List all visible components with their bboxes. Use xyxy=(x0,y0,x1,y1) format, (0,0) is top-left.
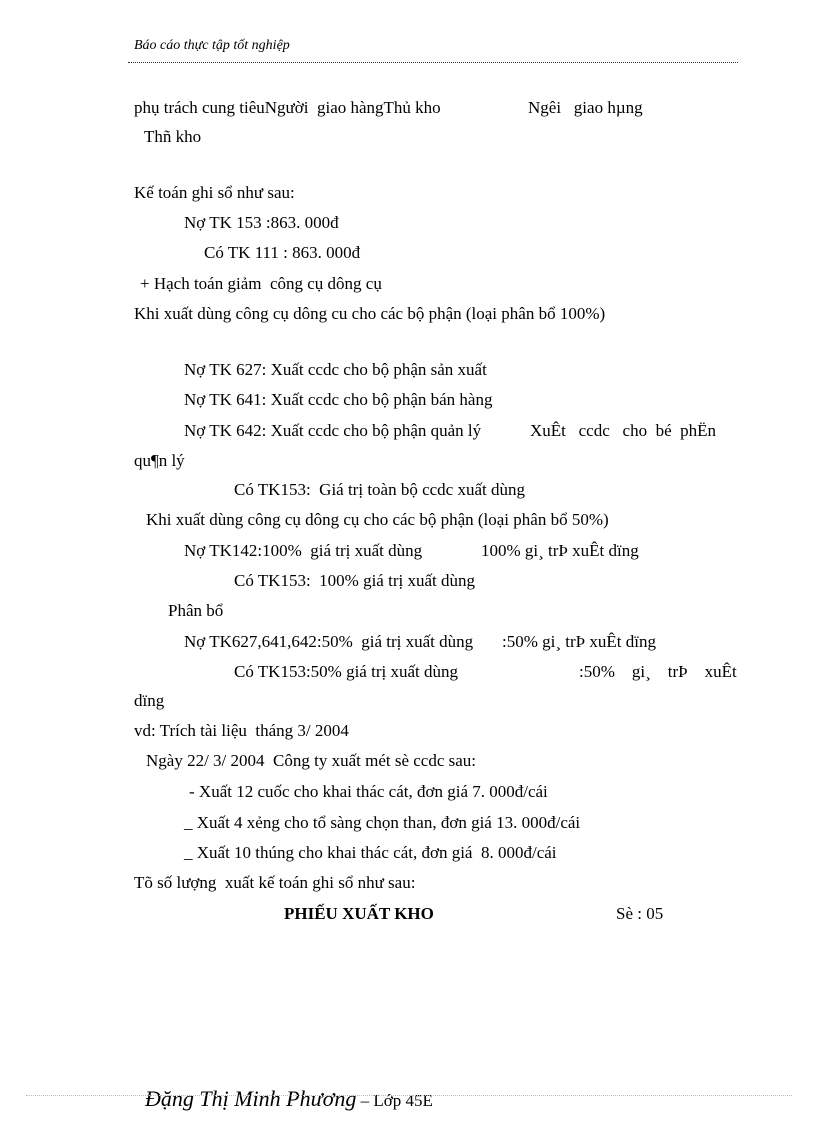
line-debit-642-garbled: XuÊt ccdc cho bé phËn xyxy=(530,421,716,440)
line-issue-date: Ngày 22/ 3/ 2004 Công ty xuất mét sè ccdc sau: xyxy=(146,751,477,770)
footer-divider xyxy=(26,1095,792,1096)
class-label: – Lớp 45E xyxy=(356,1091,433,1110)
line-reduction-heading: + Hạch toán giảm công cụ dông cụ xyxy=(140,274,382,293)
line-signers: phụ trách cung tiêuNgười giao hàngThủ kho xyxy=(134,98,441,117)
line-example-source: vd: Trích tài liệu tháng 3/ 2004 xyxy=(134,721,349,740)
line-debit-641: Nợ TK 641: Xuất ccdc cho bộ phận bán hàng xyxy=(184,390,493,409)
line-allocation-50: Khi xuất dùng công cụ dông cụ cho các bộ phận (loại phân bổ 50%) xyxy=(146,510,609,529)
line-accounting-entry-intro: Kế toán ghi sổ như sau: xyxy=(134,183,295,202)
header-divider xyxy=(128,62,738,63)
line-credit-153-50: Có TK153:50% giá trị xuất dùng xyxy=(234,662,458,681)
line-management-garbled: qu¶n lý xyxy=(134,451,185,470)
line-credit-153-total: Có TK153: Giá trị toàn bộ ccdc xuất dùng xyxy=(234,480,525,499)
line-storekeeper: Thñ kho xyxy=(144,127,202,146)
line-usage-garbled: dïng xyxy=(134,691,165,710)
voucher-number: Sè : 05 xyxy=(616,904,664,923)
line-allocation-100: Khi xuất dùng công cụ dông cu cho các bộ phận (loại phân bổ 100%) xyxy=(134,304,606,323)
line-debit-642: Nợ TK 642: Xuất ccdc cho bộ phận quản lý xyxy=(184,421,482,440)
line-debit-627-641-642: Nợ TK627,641,642:50% giá trị xuất dùng xyxy=(184,632,474,651)
line-debit-153: Nợ TK 153 :863. 000đ xyxy=(184,213,339,232)
line-credit-153-50-garbled: :50% gi¸ trÞ xuÊt xyxy=(579,662,737,681)
line-quantity-entry: Tõ số lượng xuất kế toán ghi sổ như sau: xyxy=(134,873,416,892)
footer-author xyxy=(134,1060,433,1112)
line-item-hoes: - Xuất 12 cuốc cho khai thác cát, đơn giá 7. 000đ/cái xyxy=(189,782,548,801)
line-debit-142-garbled: 100% gi¸ trÞ xuÊt dïng xyxy=(481,541,639,560)
report-header-title: Báo cáo thực tập tốt nghiệp xyxy=(134,38,290,53)
line-credit-111: Có TK 111 : 863. 000đ xyxy=(204,243,361,262)
line-credit-153-100: Có TK153: 100% giá trị xuất dùng xyxy=(234,571,475,590)
author-name: Đặng Thị Minh Phương xyxy=(145,1086,357,1111)
line-debit-627-641-642-garbled: :50% gi¸ trÞ xuÊt dïng xyxy=(502,632,656,651)
line-debit-627: Nợ TK 627: Xuất ccdc cho bộ phận sản xuất xyxy=(184,360,487,379)
line-debit-142: Nợ TK142:100% giá trị xuất dùng xyxy=(184,541,423,560)
line-item-baskets: _ Xuất 10 thúng cho khai thác cát, đơn giá 8. 000đ/cái xyxy=(184,843,557,862)
line-allocation-heading: Phân bổ xyxy=(168,601,224,620)
voucher-title: PHIẾU XUẤT KHO xyxy=(284,904,434,923)
line-item-shovels: _ Xuất 4 xẻng cho tổ sàng chọn than, đơn giá 13. 000đ/cái xyxy=(184,813,581,832)
line-signers-garbled: Ngêi giao hµng xyxy=(528,98,643,117)
